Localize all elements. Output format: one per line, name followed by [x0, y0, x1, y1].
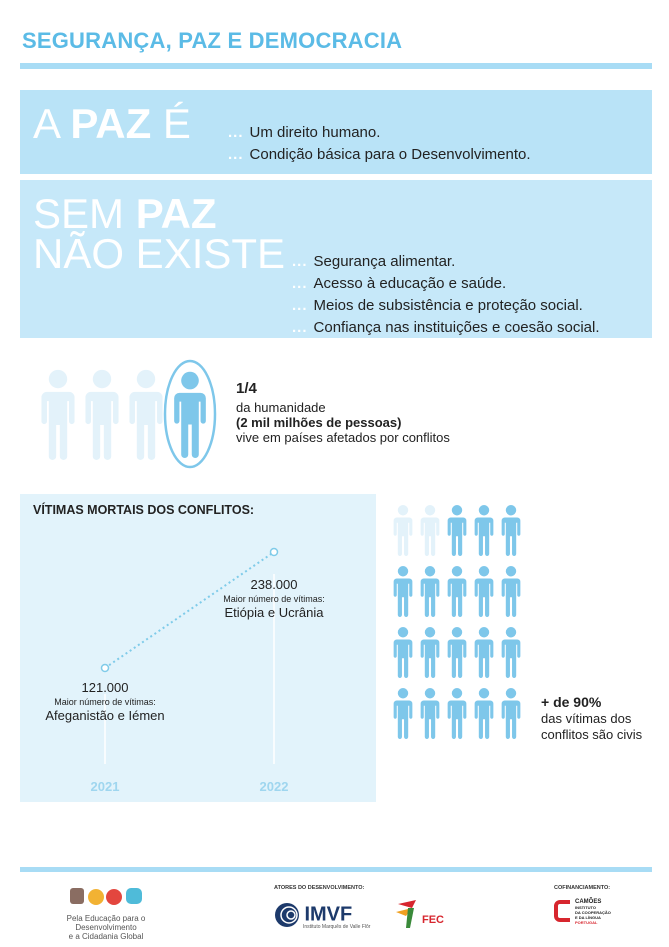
title-divider: [20, 63, 652, 69]
data-point-2021: [102, 665, 109, 672]
without-peace-bullet: ... Acesso à educação e saúde.: [292, 275, 507, 292]
humanity-line: da humanidade: [236, 400, 326, 415]
non-civilian-person-icon: [421, 505, 440, 556]
not-exist-heading: NÃO EXISTE: [33, 230, 286, 277]
civilian-person-icon: [394, 627, 413, 678]
civilian-person-icon: [475, 627, 494, 678]
civilian-person-icon: [475, 566, 494, 617]
civilian-person-icon: [448, 627, 467, 678]
caption-2022: Maior número de vítimas:: [223, 594, 325, 604]
imvf-tagline: Instituto Marquês de Valle Flôr: [303, 924, 371, 930]
civilian-person-icon: [421, 627, 440, 678]
civilian-person-icon: [394, 688, 413, 739]
civilian-person-icon: [448, 566, 467, 617]
humanity-line: (2 mil milhões de pessoas): [236, 415, 402, 430]
toxs-logo: [70, 884, 144, 913]
annotation-2021: [20, 680, 190, 723]
civilian-person-icon: [448, 505, 467, 556]
civilian-person-icon: [394, 566, 413, 617]
civilian-person-icon: [502, 505, 521, 556]
civilian-person-icon: [475, 505, 494, 556]
camoes-mark-icon: [554, 900, 572, 922]
imvf-name: IMVF: [304, 903, 353, 926]
without-peace-bullet: ... Meios de subsistência e proteção social.: [292, 297, 583, 314]
without-peace-bullet: ... Segurança alimentar.: [292, 253, 456, 270]
actors-label: ATORES DO DESENVOLVIMENTO:: [274, 885, 365, 891]
peace-bullet: ... Um direito humano.: [228, 124, 381, 141]
data-point-2022: [271, 549, 278, 556]
civilian-person-icon: [502, 566, 521, 617]
person-icon: [129, 370, 162, 460]
civilian-person-icon: [421, 566, 440, 617]
civilians-line: das vítimas dos: [541, 711, 632, 726]
civilian-person-icon: [448, 688, 467, 739]
civilian-person-icon: [502, 627, 521, 678]
countries-2021: Afeganistão e Iémen: [45, 708, 165, 723]
humanity-figures: [36, 358, 226, 470]
footer-divider: [20, 867, 652, 872]
without-peace-heading: SEM PAZ: [33, 190, 217, 237]
countries-2022: Etiópia e Ucrânia: [224, 605, 324, 620]
value-label-2021: 121.000: [81, 680, 129, 695]
humanity-line: vive em países afetados por conflitos: [236, 430, 450, 445]
humanity-fraction: 1/4: [236, 380, 257, 397]
civilian-person-icon: [475, 688, 494, 739]
without-peace-bullet: ... Confiança nas instituições e coesão social.: [292, 319, 600, 336]
person-icon: [85, 370, 118, 460]
toxs-logo-mark: [70, 884, 144, 908]
civilian-person-icon: [421, 688, 440, 739]
value-label-2022: 238.000: [250, 577, 298, 592]
non-civilian-person-icon: [394, 505, 413, 556]
civilians-figures: [392, 500, 537, 750]
cofund-label: COFINANCIAMENTO:: [554, 885, 611, 891]
civilians-headline: + de 90%: [541, 694, 602, 710]
toxs-tagline: Pela Educação para o Desenvolvimento e a Cidadania Global: [66, 914, 146, 941]
fec-name: FEC: [422, 914, 444, 926]
person-icon: [41, 370, 74, 460]
deaths-chart-plot: [20, 494, 376, 802]
camoes-logo: CAMÕES INSTITUTO DA COOPERAÇÃO E DA LÍNGUA PORTUGAL: [554, 900, 611, 925]
caption-2021: Maior número de vítimas:: [54, 697, 156, 707]
civilians-line: conflitos são civis: [541, 727, 643, 742]
civilian-person-icon: [502, 688, 521, 739]
imvf-mark-icon: [274, 902, 300, 928]
chart-title: VÍTIMAS MORTAIS DOS CONFLITOS:: [33, 503, 255, 517]
page-title: SEGURANÇA, PAZ E DEMOCRACIA: [22, 28, 403, 53]
peace-is-heading: A PAZ É: [33, 100, 191, 147]
x-tick-2021: 2021: [90, 779, 120, 794]
annotation-2022: [192, 577, 356, 620]
x-tick-2022: 2022: [259, 779, 289, 794]
peace-bullet: ... Condição básica para o Desenvolvimento.: [228, 146, 531, 163]
